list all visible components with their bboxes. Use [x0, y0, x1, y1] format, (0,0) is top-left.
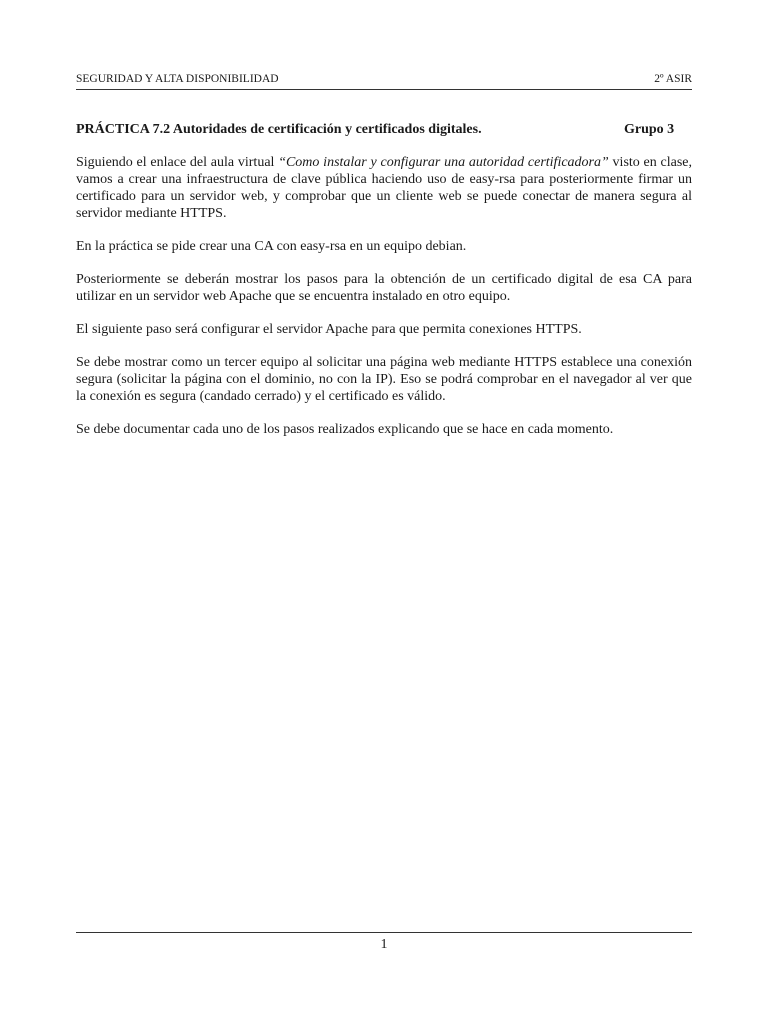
paragraph-1	[76, 154, 692, 222]
paragraph-5: Se debe mostrar como un tercer equipo al solicitar una página web mediante HTTPS establece una conexión segura (solicitar la página con el dominio, no con la IP). Eso se podrá comprobar en el navegador al ver que la conexión es segura (candado cerrado) y el certificado es válido.	[76, 355, 692, 404]
footer-divider	[76, 932, 692, 933]
paragraph-4: El siguiente paso será configurar el servidor Apache para que permita conexiones HTTPS.	[76, 322, 582, 337]
paragraph-1-link-title: “Como instalar y configurar una autoridad certificadora”	[278, 155, 609, 170]
document-body	[76, 154, 692, 438]
practice-title	[76, 121, 692, 139]
page-header	[76, 71, 692, 90]
page-number: 1	[380, 937, 388, 952]
paragraph-2: En la práctica se pide crear una CA con easy-rsa en un equipo debian.	[76, 239, 467, 254]
paragraph-3: Posteriormente se deberán mostrar los pasos para la obtención de un certificado digital de esa CA para utilizar en un servidor web Apache que se encuentra instalado en otro equipo.	[76, 272, 692, 304]
paragraph-6: Se debe documentar cada uno de los pasos realizados explicando que se hace en cada momento.	[76, 422, 614, 437]
header-course: SEGURIDAD Y ALTA DISPONIBILIDAD	[76, 73, 279, 85]
practice-title-text: PRÁCTICA 7.2 Autoridades de certificación y certificados digitales.	[76, 122, 482, 137]
paragraph-1-rest: visto en clase, vamos a crear una infraestructura de clave pública haciendo uso de easy-rsa para posteriormente firmar un certificado para un servidor web, y comprobar que un cliente web se puede conectar de manera segura al servidor mediante HTTPS.	[76, 155, 693, 221]
practice-group: Grupo 3	[624, 122, 675, 137]
paragraph-1-intro: Siguiendo el enlace del aula virtual	[76, 155, 279, 170]
header-level: 2º ASIR	[654, 73, 692, 85]
